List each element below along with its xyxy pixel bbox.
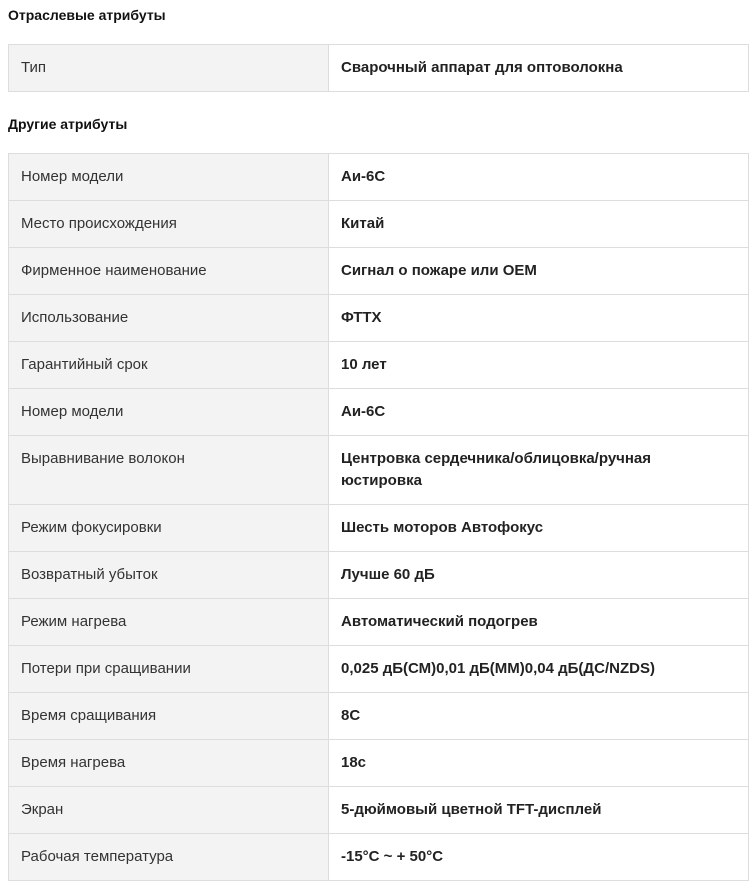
attribute-name: Режим фокусировки	[9, 505, 329, 552]
attribute-value: 0,025 дБ(СМ)0,01 дБ(ММ)0,04 дБ(ДС/NZDS)	[329, 646, 749, 693]
attribute-name: Номер модели	[9, 154, 329, 201]
table-row	[9, 552, 749, 599]
attribute-value: Сварочный аппарат для оптоволокна	[329, 45, 749, 92]
attribute-value: 18с	[329, 740, 749, 787]
attribute-name: Время нагрева	[9, 740, 329, 787]
attribute-value: Китай	[329, 201, 749, 248]
attribute-name: Номер модели	[9, 389, 329, 436]
attribute-value: ФТТХ	[329, 295, 749, 342]
attribute-value: Аи-6С	[329, 389, 749, 436]
table-row	[9, 599, 749, 646]
table-row	[9, 295, 749, 342]
attribute-name: Тип	[9, 45, 329, 92]
table-row	[9, 834, 749, 881]
industry-attributes-table	[8, 44, 749, 92]
table-row	[9, 787, 749, 834]
attribute-name: Использование	[9, 295, 329, 342]
attribute-name: Фирменное наименование	[9, 248, 329, 295]
table-row	[9, 201, 749, 248]
attribute-value: Центровка сердечника/облицовка/ручная юстировка	[329, 436, 749, 505]
attribute-name: Режим нагрева	[9, 599, 329, 646]
attribute-value: Сигнал о пожаре или OEM	[329, 248, 749, 295]
attribute-value: Аи-6С	[329, 154, 749, 201]
attribute-value: Автоматический подогрев	[329, 599, 749, 646]
attribute-name: Возвратный убыток	[9, 552, 329, 599]
attribute-name: Рабочая температура	[9, 834, 329, 881]
attribute-value: Шесть моторов Автофокус	[329, 505, 749, 552]
table-row	[9, 693, 749, 740]
attribute-name: Время сращивания	[9, 693, 329, 740]
table-row	[9, 154, 749, 201]
other-attributes-table	[8, 153, 749, 881]
attribute-name: Место происхождения	[9, 201, 329, 248]
table-row	[9, 342, 749, 389]
attribute-name: Экран	[9, 787, 329, 834]
table-row	[9, 740, 749, 787]
attribute-value: 5-дюймовый цветной TFT-дисплей	[329, 787, 749, 834]
attribute-name: Потери при сращивании	[9, 646, 329, 693]
table-row	[9, 646, 749, 693]
attribute-value: -15°C ~ + 50°C	[329, 834, 749, 881]
attribute-name: Выравнивание волокон	[9, 436, 329, 505]
table-row	[9, 248, 749, 295]
attribute-name: Гарантийный срок	[9, 342, 329, 389]
table-row	[9, 45, 749, 92]
other-attributes-title: Другие атрибуты	[8, 116, 128, 132]
industry-attributes-title: Отраслевые атрибуты	[8, 7, 166, 23]
attribute-value: Лучше 60 дБ	[329, 552, 749, 599]
table-row	[9, 389, 749, 436]
table-row	[9, 436, 749, 505]
table-row	[9, 505, 749, 552]
attribute-value: 10 лет	[329, 342, 749, 389]
attribute-value: 8С	[329, 693, 749, 740]
